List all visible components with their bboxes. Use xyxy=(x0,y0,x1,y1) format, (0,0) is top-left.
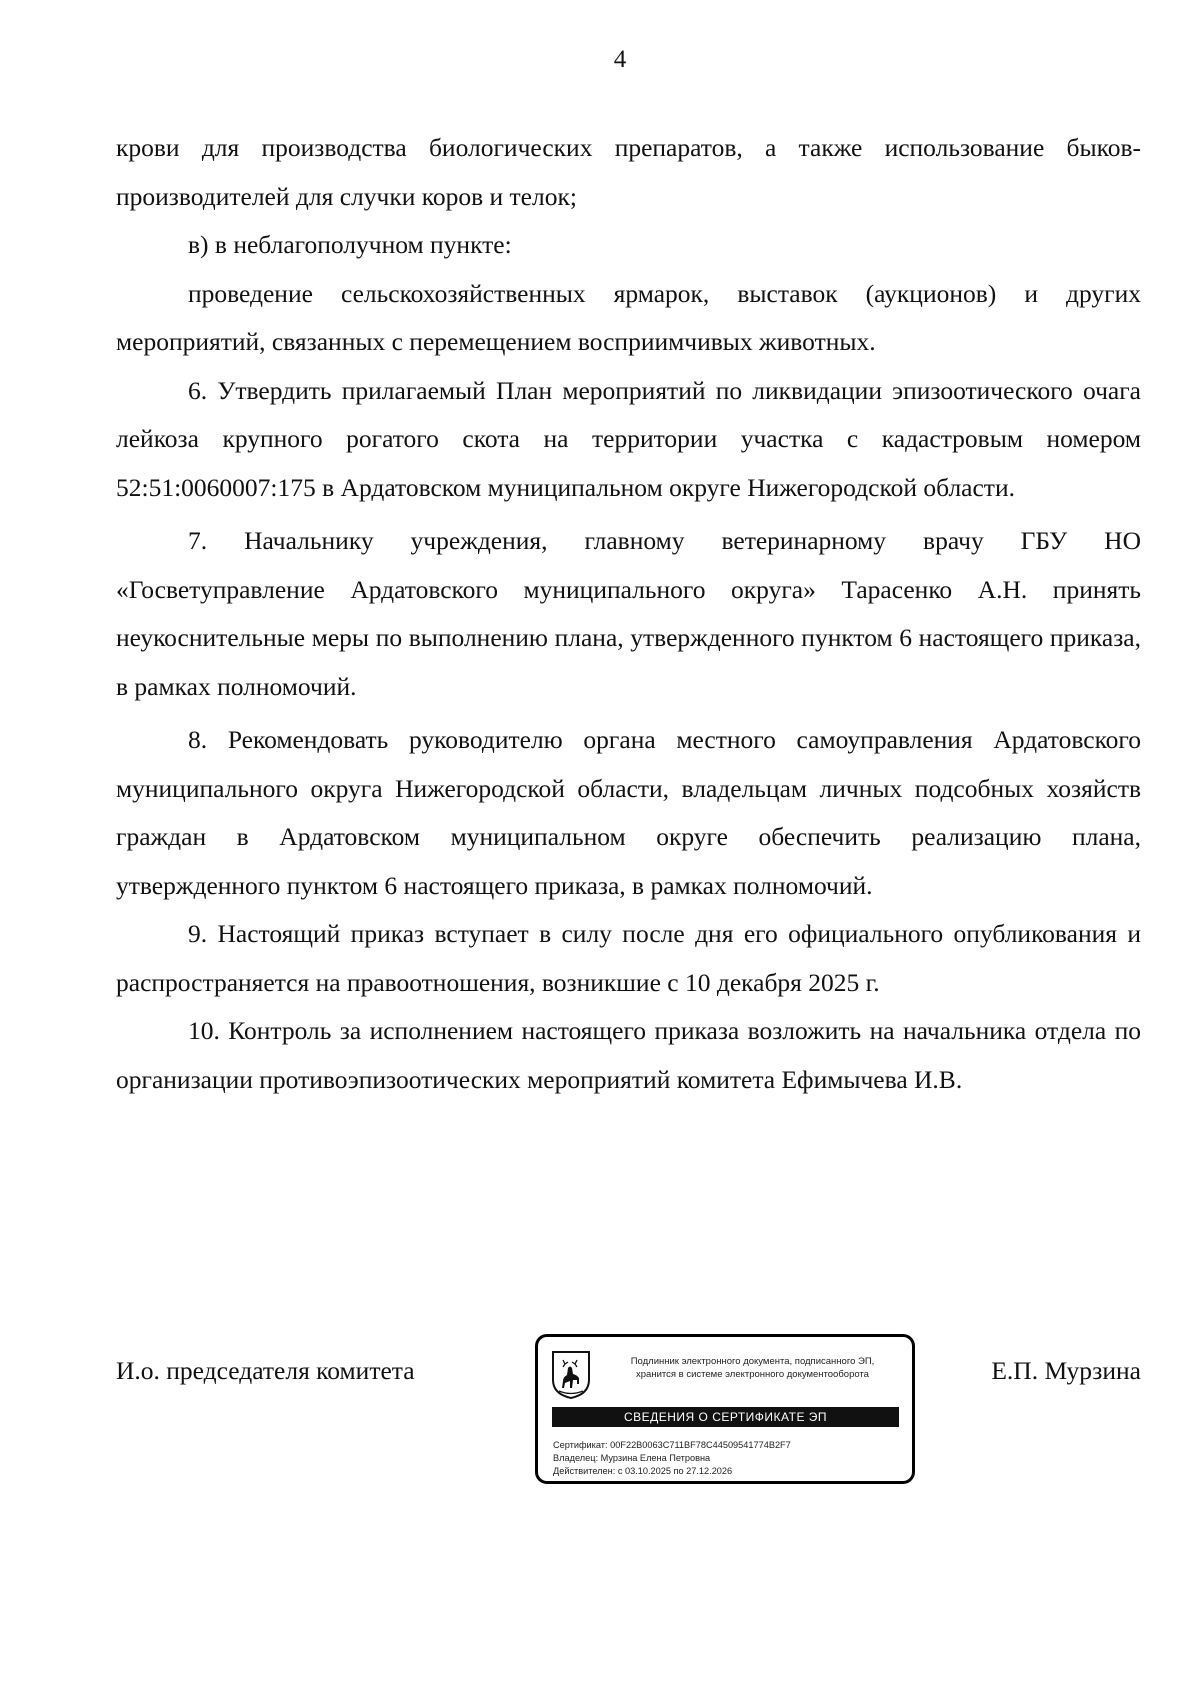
electronic-signature-stamp xyxy=(535,1334,915,1484)
paragraph-continuation: крови для производства биологических препаратов, а также использование быков-производителей для случки коров и телок; xyxy=(116,133,1141,211)
page-number: 4 xyxy=(613,46,627,73)
paragraph-item-6: 6. Утвердить прилагаемый План мероприятий по ликвидации эпизоотического очага лейкоза крупного рогатого скота на территории участка с кадастровым номером 52:51:0060007:175 в Ардатовском муниципальном округе Нижегородской области. xyxy=(116,375,1141,502)
certificate-number: Сертификат: 00F22B0063C711BF78C44509541774B2F7 xyxy=(553,1440,791,1450)
signatory-position: И.о. председателя комитета xyxy=(116,1356,415,1385)
paragraph-restriction: проведение сельскохозяйственных ярмарок, выставок (аукционов) и других мероприятий, связанных с перемещением восприимчивых животных. xyxy=(116,278,1141,356)
certificate-validity: Действителен: с 03.10.2025 по 27.12.2026 xyxy=(553,1466,733,1476)
paragraph-item-7: 7. Начальнику учреждения, главному ветеринарному врачу ГБУ НО «Госветуправление Ардатовского муниципального округа» Тарасенко А.Н. принять неукоснительные меры по выполнению плана, утвержденного пунктом 6 настоящего приказа, в рамках полномочий. xyxy=(116,526,1141,701)
stamp-note-line: хранится в системе электронного документооборота xyxy=(636,1369,869,1380)
paragraph-item-10: 10. Контроль за исполнением настоящего приказа возложить на начальника отдела по организации противоэпизоотических мероприятий комитета Ефимычева И.В. xyxy=(116,1016,1141,1094)
paragraph-item-9: 9. Настоящий приказ вступает в силу после дня его официального опубликования и распространяется на правоотношения, возникшие с 10 декабря 2025 г. xyxy=(116,919,1141,997)
stamp-header: СВЕДЕНИЯ О СЕРТИФИКАТЕ ЭП xyxy=(552,1407,899,1427)
paragraph-subitem-v: в) в неблагополучном пункте: xyxy=(188,230,512,259)
stamp-note-line: Подлинник электронного документа, подписанного ЭП, xyxy=(630,1356,875,1367)
certificate-owner: Владелец: Мурзина Елена Петровна xyxy=(553,1453,711,1463)
document-body xyxy=(116,124,1141,1104)
stamp-note xyxy=(600,1355,905,1381)
certificate-details xyxy=(553,1439,791,1478)
signatory-name: Е.П. Мурзина xyxy=(991,1356,1141,1385)
deer-coat-of-arms-icon xyxy=(551,1350,591,1400)
paragraph-item-8: 8. Рекомендовать руководителю органа местного самоуправления Ардатовского муниципального округа Нижегородской области, владельцам личных подсобных хозяйств граждан в Ардатовском муниципальном округе обеспечить реализацию плана, утвержденного пунктом 6 настоящего приказа, в рамках полномочий. xyxy=(116,725,1141,900)
